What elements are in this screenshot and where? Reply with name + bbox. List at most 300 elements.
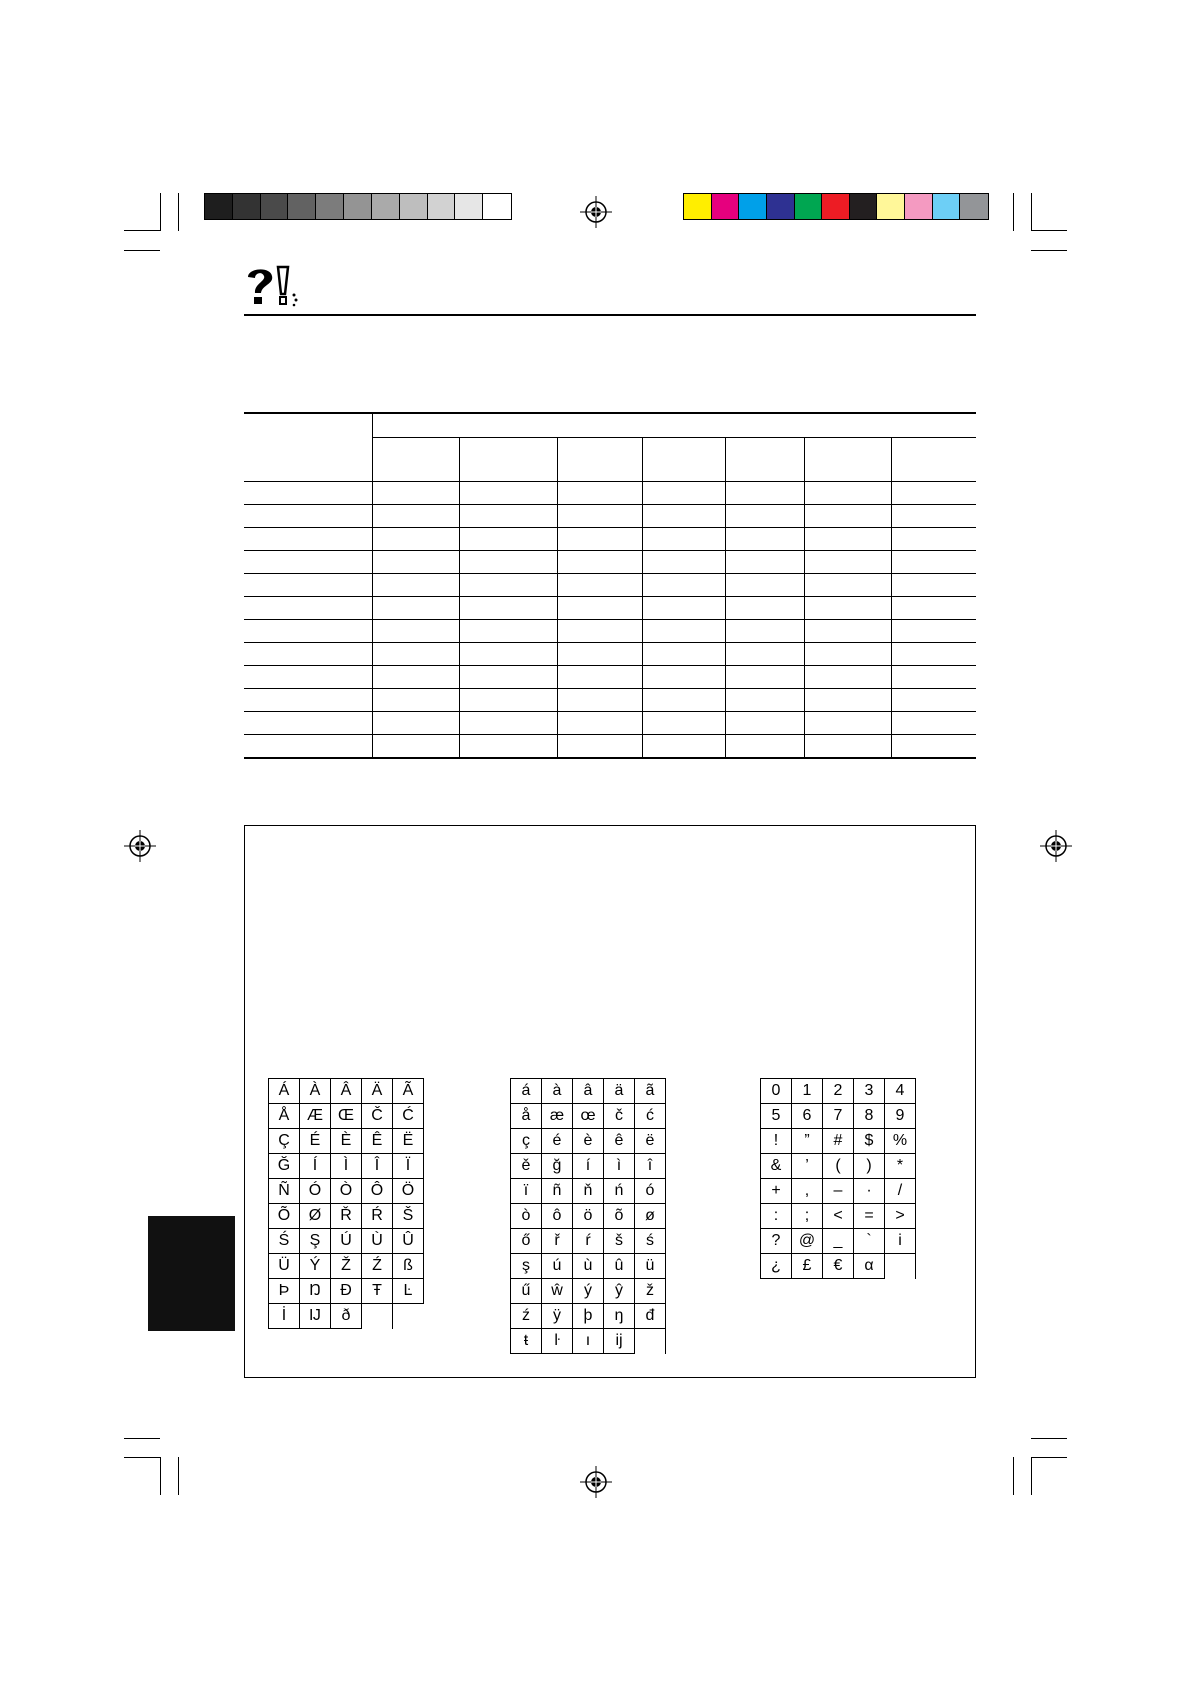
char-row xyxy=(511,1254,666,1279)
table-cell xyxy=(892,735,977,759)
table-cell xyxy=(373,438,460,482)
table-cell xyxy=(244,597,373,620)
char-cell: ŋ xyxy=(604,1304,635,1329)
table-cell xyxy=(805,620,892,643)
char-cell: â xyxy=(573,1079,604,1104)
table-cell xyxy=(643,735,726,759)
char-cell: ’ xyxy=(792,1154,823,1179)
char-cell: Ý xyxy=(300,1254,331,1279)
char-cell: ŵ xyxy=(542,1279,573,1304)
char-cell xyxy=(393,1304,424,1329)
table-cell xyxy=(244,735,373,759)
char-row xyxy=(269,1154,424,1179)
char-cell: α xyxy=(854,1254,885,1279)
color-swatch xyxy=(933,194,961,219)
table-cell xyxy=(244,574,373,597)
color-swatch xyxy=(205,194,233,219)
char-cell: Ś xyxy=(269,1229,300,1254)
table-cell xyxy=(805,597,892,620)
char-cell: ś xyxy=(635,1229,666,1254)
table-cell xyxy=(373,735,460,759)
table-cell xyxy=(460,551,558,574)
table-row xyxy=(244,735,976,759)
table-cell xyxy=(558,574,643,597)
char-cell: – xyxy=(823,1179,854,1204)
char-cell: ě xyxy=(511,1154,542,1179)
char-cell: Î xyxy=(362,1154,393,1179)
table-cell xyxy=(726,666,805,689)
char-cell: þ xyxy=(573,1304,604,1329)
table-cell xyxy=(643,482,726,505)
char-cell: 6 xyxy=(792,1104,823,1129)
char-cell: Ä xyxy=(362,1079,393,1104)
char-cell: ç xyxy=(511,1129,542,1154)
char-cell: > xyxy=(885,1204,916,1229)
char-cell: Ğ xyxy=(269,1154,300,1179)
char-cell: ö xyxy=(573,1204,604,1229)
char-row xyxy=(269,1179,424,1204)
char-cell: Â xyxy=(331,1079,362,1104)
char-row xyxy=(511,1104,666,1129)
char-cell: ô xyxy=(542,1204,573,1229)
char-cell: 0 xyxy=(761,1079,792,1104)
crop-mark xyxy=(1031,250,1067,251)
crop-mark xyxy=(1031,193,1032,231)
char-cell: Ù xyxy=(362,1229,393,1254)
char-cell: , xyxy=(792,1179,823,1204)
table-cell xyxy=(460,620,558,643)
char-cell: ù xyxy=(573,1254,604,1279)
char-cell: ň xyxy=(573,1179,604,1204)
char-cell: ć xyxy=(635,1104,666,1129)
crop-mark xyxy=(178,193,179,231)
char-cell: ŷ xyxy=(604,1279,635,1304)
crop-mark xyxy=(1013,1457,1014,1495)
char-cell: ð xyxy=(331,1304,362,1329)
table-cell xyxy=(892,438,977,482)
table-cell xyxy=(460,643,558,666)
table-cell xyxy=(460,666,558,689)
color-swatch xyxy=(400,194,428,219)
color-swatch xyxy=(455,194,483,219)
registration-target-icon xyxy=(580,1466,612,1498)
char-row xyxy=(511,1279,666,1304)
char-cell: í xyxy=(573,1154,604,1179)
table-cell xyxy=(892,574,977,597)
char-cell: ì xyxy=(604,1154,635,1179)
char-cell: Ì xyxy=(331,1154,362,1179)
char-row xyxy=(511,1329,666,1354)
char-cell: Í xyxy=(300,1154,331,1179)
char-cell: % xyxy=(885,1129,916,1154)
table-cell xyxy=(892,712,977,735)
char-cell: 3 xyxy=(854,1079,885,1104)
color-swatch xyxy=(428,194,456,219)
color-swatch xyxy=(712,194,740,219)
char-cell: İ xyxy=(269,1304,300,1329)
section-tab xyxy=(148,1216,235,1331)
char-cell: · xyxy=(854,1179,885,1204)
table-cell xyxy=(805,505,892,528)
char-cell: Ë xyxy=(393,1129,424,1154)
table-cell xyxy=(460,505,558,528)
char-cell: ë xyxy=(635,1129,666,1154)
symbols-char-grid xyxy=(760,1078,916,1279)
table-cell xyxy=(892,689,977,712)
char-cell: ï xyxy=(511,1179,542,1204)
char-cell: Ñ xyxy=(269,1179,300,1204)
char-cell: đ xyxy=(635,1304,666,1329)
table-cell xyxy=(805,689,892,712)
table-row xyxy=(244,620,976,643)
table-cell xyxy=(373,482,460,505)
table-row xyxy=(244,482,976,505)
char-row xyxy=(761,1154,916,1179)
char-cell: û xyxy=(604,1254,635,1279)
table-row xyxy=(244,505,976,528)
uppercase-char-grid xyxy=(268,1078,424,1329)
char-cell: ĳ xyxy=(604,1329,635,1354)
char-cell xyxy=(635,1329,666,1354)
char-cell: Ç xyxy=(269,1129,300,1154)
char-cell: _ xyxy=(823,1229,854,1254)
table-cell xyxy=(892,643,977,666)
char-cell: Č xyxy=(362,1104,393,1129)
table-cell xyxy=(726,712,805,735)
char-cell: € xyxy=(823,1254,854,1279)
table-cell xyxy=(244,528,373,551)
char-cell: ü xyxy=(635,1254,666,1279)
char-row xyxy=(269,1279,424,1304)
table-cell xyxy=(805,528,892,551)
crop-mark xyxy=(124,1457,160,1458)
table-cell xyxy=(244,689,373,712)
char-cell: Ø xyxy=(300,1204,331,1229)
char-row xyxy=(269,1254,424,1279)
table-cell xyxy=(643,505,726,528)
table-cell xyxy=(373,689,460,712)
char-cell: ß xyxy=(393,1254,424,1279)
table-cell xyxy=(643,666,726,689)
char-row xyxy=(511,1204,666,1229)
color-swatch xyxy=(822,194,850,219)
table-cell xyxy=(460,735,558,759)
table-cell xyxy=(892,505,977,528)
table-cell xyxy=(460,597,558,620)
char-cell: ` xyxy=(854,1229,885,1254)
table-cell xyxy=(726,551,805,574)
table-cell xyxy=(643,438,726,482)
crop-mark xyxy=(160,193,161,231)
table-cell xyxy=(726,689,805,712)
question-exclamation-icon xyxy=(244,265,304,307)
table-cell xyxy=(726,505,805,528)
char-cell: $ xyxy=(854,1129,885,1154)
grayscale-bar xyxy=(204,193,512,220)
table-cell xyxy=(558,735,643,759)
char-row xyxy=(269,1079,424,1104)
table-row xyxy=(244,666,976,689)
char-row xyxy=(511,1129,666,1154)
char-cell: ş xyxy=(511,1254,542,1279)
char-row xyxy=(761,1204,916,1229)
registration-target-icon xyxy=(1040,830,1072,862)
table-cell xyxy=(726,482,805,505)
table-cell xyxy=(726,735,805,759)
registration-target-icon xyxy=(580,196,612,228)
char-cell: Đ xyxy=(331,1279,362,1304)
table-cell xyxy=(558,438,643,482)
color-swatch xyxy=(483,194,511,219)
char-cell: ž xyxy=(635,1279,666,1304)
color-swatch xyxy=(684,194,712,219)
char-row xyxy=(511,1079,666,1104)
char-cell: 5 xyxy=(761,1104,792,1129)
table-cell xyxy=(244,413,373,482)
char-row xyxy=(761,1079,916,1104)
char-cell: À xyxy=(300,1079,331,1104)
crop-mark xyxy=(124,1438,160,1439)
char-cell: Ř xyxy=(331,1204,362,1229)
header-rule xyxy=(244,314,976,316)
crop-mark xyxy=(1031,1438,1067,1439)
char-cell: î xyxy=(635,1154,666,1179)
table-cell xyxy=(558,528,643,551)
table-cell xyxy=(244,551,373,574)
table-cell xyxy=(244,643,373,666)
color-swatch xyxy=(960,194,988,219)
char-cell: ř xyxy=(542,1229,573,1254)
char-cell: 1 xyxy=(792,1079,823,1104)
char-row xyxy=(511,1229,666,1254)
color-swatch xyxy=(877,194,905,219)
color-swatch xyxy=(344,194,372,219)
char-cell: < xyxy=(823,1204,854,1229)
table-cell xyxy=(892,551,977,574)
table-cell xyxy=(373,551,460,574)
color-swatch xyxy=(288,194,316,219)
char-cell: £ xyxy=(792,1254,823,1279)
table-cell xyxy=(726,528,805,551)
table-cell xyxy=(643,574,726,597)
char-cell: ó xyxy=(635,1179,666,1204)
char-cell: ã xyxy=(635,1079,666,1104)
char-cell: ò xyxy=(511,1204,542,1229)
table-cell xyxy=(643,712,726,735)
char-cell: ń xyxy=(604,1179,635,1204)
table-cell xyxy=(805,482,892,505)
char-row xyxy=(761,1104,916,1129)
table-cell xyxy=(805,438,892,482)
table-cell xyxy=(558,482,643,505)
char-cell: É xyxy=(300,1129,331,1154)
char-cell: ) xyxy=(854,1154,885,1179)
char-row xyxy=(269,1304,424,1329)
table-cell xyxy=(805,735,892,759)
table-cell xyxy=(892,666,977,689)
char-cell: õ xyxy=(604,1204,635,1229)
table-cell xyxy=(244,620,373,643)
color-swatch xyxy=(372,194,400,219)
char-row xyxy=(761,1179,916,1204)
table-cell xyxy=(726,438,805,482)
char-cell: Ŀ xyxy=(393,1279,424,1304)
table-cell xyxy=(892,482,977,505)
table-cell xyxy=(460,712,558,735)
char-cell: 9 xyxy=(885,1104,916,1129)
char-cell xyxy=(885,1254,916,1279)
char-cell: 2 xyxy=(823,1079,854,1104)
table-cell xyxy=(892,528,977,551)
table-cell xyxy=(643,620,726,643)
crop-mark xyxy=(1013,193,1014,231)
char-row xyxy=(761,1229,916,1254)
color-swatch xyxy=(795,194,823,219)
char-cell: Ĳ xyxy=(300,1304,331,1329)
table-cell xyxy=(805,643,892,666)
table-cell xyxy=(726,597,805,620)
table-cell xyxy=(558,643,643,666)
table-cell xyxy=(373,620,460,643)
table-cell xyxy=(643,551,726,574)
table-cell xyxy=(892,620,977,643)
char-cell: à xyxy=(542,1079,573,1104)
char-cell: Å xyxy=(269,1104,300,1129)
color-swatch xyxy=(316,194,344,219)
color-swatch xyxy=(905,194,933,219)
table-cell xyxy=(373,597,460,620)
crop-mark xyxy=(178,1457,179,1495)
char-cell: È xyxy=(331,1129,362,1154)
table-cell xyxy=(373,574,460,597)
table-cell xyxy=(643,528,726,551)
lowercase-char-grid xyxy=(510,1078,666,1354)
table-cell xyxy=(643,689,726,712)
char-cell: / xyxy=(885,1179,916,1204)
crop-mark xyxy=(160,1457,161,1495)
char-cell: ” xyxy=(792,1129,823,1154)
table-cell xyxy=(373,712,460,735)
char-cell: š xyxy=(604,1229,635,1254)
table-cell xyxy=(244,712,373,735)
table-cell xyxy=(373,413,977,438)
char-cell: č xyxy=(604,1104,635,1129)
data-table xyxy=(244,413,976,759)
char-cell: ? xyxy=(761,1229,792,1254)
table-cell xyxy=(558,505,643,528)
char-cell: Š xyxy=(393,1204,424,1229)
char-cell: á xyxy=(511,1079,542,1104)
char-cell: Ź xyxy=(362,1254,393,1279)
char-cell: Ü xyxy=(269,1254,300,1279)
char-cell: ŕ xyxy=(573,1229,604,1254)
color-swatch xyxy=(767,194,795,219)
char-cell: Ć xyxy=(393,1104,424,1129)
char-cell: ő xyxy=(511,1229,542,1254)
table-cell xyxy=(805,666,892,689)
table-row xyxy=(244,597,976,620)
char-cell: ú xyxy=(542,1254,573,1279)
char-row xyxy=(761,1129,916,1154)
char-cell: ÿ xyxy=(542,1304,573,1329)
char-cell: Á xyxy=(269,1079,300,1104)
char-cell: Õ xyxy=(269,1204,300,1229)
crop-mark xyxy=(124,250,160,251)
table-cell xyxy=(460,689,558,712)
char-row xyxy=(761,1254,916,1279)
table-cell xyxy=(244,482,373,505)
char-cell: Ŕ xyxy=(362,1204,393,1229)
char-cell: å xyxy=(511,1104,542,1129)
table-cell xyxy=(460,574,558,597)
char-cell: Ž xyxy=(331,1254,362,1279)
crop-mark xyxy=(1031,230,1067,231)
char-cell: 8 xyxy=(854,1104,885,1129)
table-cell xyxy=(805,574,892,597)
char-cell: i xyxy=(885,1229,916,1254)
table-cell xyxy=(558,551,643,574)
char-row xyxy=(269,1104,424,1129)
table-cell xyxy=(373,666,460,689)
table-cell xyxy=(643,597,726,620)
char-cell: Ï xyxy=(393,1154,424,1179)
char-row xyxy=(269,1229,424,1254)
table-row xyxy=(244,528,976,551)
table-row xyxy=(244,574,976,597)
crop-mark xyxy=(1031,1457,1067,1458)
char-cell: Þ xyxy=(269,1279,300,1304)
table-cell xyxy=(805,712,892,735)
char-row xyxy=(269,1129,424,1154)
table-row xyxy=(244,712,976,735)
table-cell xyxy=(726,574,805,597)
char-row xyxy=(511,1179,666,1204)
char-cell: ğ xyxy=(542,1154,573,1179)
char-cell: è xyxy=(573,1129,604,1154)
char-cell: * xyxy=(885,1154,916,1179)
table-cell xyxy=(373,505,460,528)
char-cell: Ŧ xyxy=(362,1279,393,1304)
char-cell: Ş xyxy=(300,1229,331,1254)
char-cell: # xyxy=(823,1129,854,1154)
table-cell xyxy=(460,528,558,551)
char-cell: ŧ xyxy=(511,1329,542,1354)
char-cell: ¿ xyxy=(761,1254,792,1279)
color-swatch xyxy=(233,194,261,219)
table-cell xyxy=(244,666,373,689)
table-cell xyxy=(460,438,558,482)
char-cell: : xyxy=(761,1204,792,1229)
table-cell xyxy=(805,551,892,574)
char-cell: ñ xyxy=(542,1179,573,1204)
table-row xyxy=(244,551,976,574)
char-cell: Ò xyxy=(331,1179,362,1204)
char-cell: ø xyxy=(635,1204,666,1229)
char-cell: ű xyxy=(511,1279,542,1304)
table-cell xyxy=(892,597,977,620)
table-cell xyxy=(558,620,643,643)
char-cell: 4 xyxy=(885,1079,916,1104)
table-cell xyxy=(373,528,460,551)
char-row xyxy=(511,1154,666,1179)
table-cell xyxy=(373,643,460,666)
char-cell: é xyxy=(542,1129,573,1154)
char-cell: Ŋ xyxy=(300,1279,331,1304)
table-row xyxy=(244,643,976,666)
char-cell: Ê xyxy=(362,1129,393,1154)
char-cell: ! xyxy=(761,1129,792,1154)
char-cell: ı xyxy=(573,1329,604,1354)
